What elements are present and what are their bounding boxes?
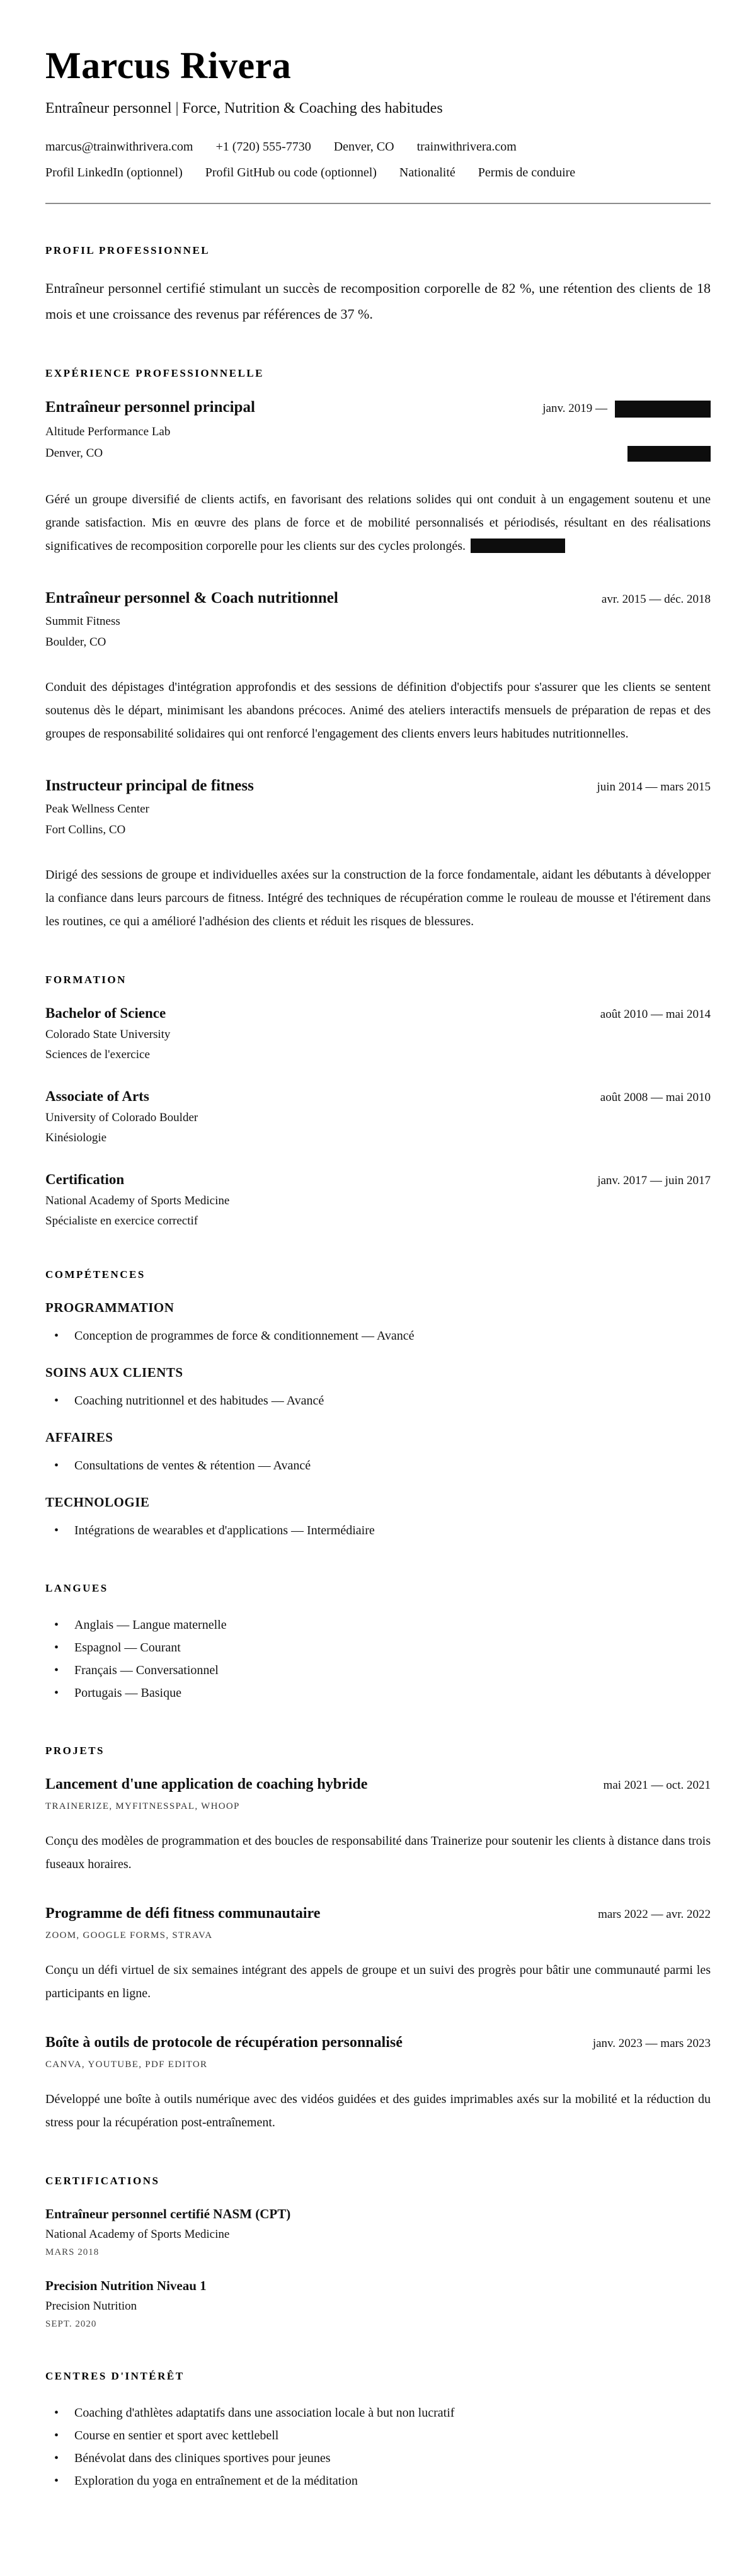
header-divider <box>45 203 711 204</box>
language-list <box>45 1614 711 1704</box>
interest-item: • Bénévolat dans des cliniques sportives pour jeunes <box>45 2447 711 2470</box>
education-header <box>45 1005 711 1022</box>
skill-item: • Coaching nutritionnel et des habitudes — Avancé <box>45 1389 711 1412</box>
github-placeholder: Profil GitHub ou code (optionnel) <box>205 166 377 180</box>
education-entry <box>45 1171 711 1228</box>
job-location-row <box>45 446 711 462</box>
job-description: Dirigé des sessions de groupe et individuelles axées sur la construction de la force fondamentale, aidant les débutants à développer la confiance dans leurs parcours de fitness. Intégré des techniques de récupération comme le rouleau de mousse et l'étirement dans les routines, ce qui a amélioré l'adhésion des clients et réduit les risques de blessures. <box>45 867 711 928</box>
language-item: • Espagnol — Courant <box>45 1636 711 1659</box>
job-company: Summit Fitness <box>45 614 120 628</box>
contact-row <box>45 140 711 154</box>
project-header <box>45 1905 711 1922</box>
education-degree: Bachelor of Science <box>45 1005 166 1021</box>
project-tools: TRAINERIZE, MYFITNESSPAL, WHOOP <box>45 1801 240 1811</box>
education-header <box>45 1088 711 1105</box>
project-entry <box>45 1776 711 1876</box>
project-title: Lancement d'une application de coaching hybride <box>45 1775 368 1792</box>
skill-category-name: SOINS AUX CLIENTS <box>45 1364 183 1380</box>
job-header <box>45 777 711 795</box>
skill-category <box>45 1300 711 1347</box>
skill-list <box>45 1519 711 1542</box>
job-dates <box>597 780 711 794</box>
contact-website: trainwithrivera.com <box>416 140 517 154</box>
project-entry <box>45 1905 711 2005</box>
certification-entry <box>45 2206 711 2258</box>
job-description: Conduit des dépistages d'intégration approfondis et des sessions de définition d'objectifs pour s'assurer que les clients se sentent soutenus dès le départ, minimisant les abandons précoces. Animé des ateliers interactifs mensuels de préparation de repas et des groupes de responsabilité solidaires qui ont renforcé l'engagement des clients envers leurs habitudes nutritionnelles. <box>45 680 711 741</box>
license-placeholder: Permis de conduire <box>478 166 576 180</box>
education-school: National Academy of Sports Medicine <box>45 1194 230 1207</box>
job-title: Entraîneur personnel & Coach nutritionnel <box>45 589 338 607</box>
job-dates <box>542 401 711 418</box>
certification-entry <box>45 2278 711 2330</box>
nationality-placeholder: Nationalité <box>399 166 455 180</box>
job-dates <box>602 593 711 607</box>
education-field: Sciences de l'exercice <box>45 1047 150 1061</box>
job-entry <box>45 590 711 746</box>
section-heading-experience: EXPÉRIENCE PROFESSIONNELLE <box>45 367 264 380</box>
skill-list <box>45 1454 711 1477</box>
education-field: Spécialiste en exercice correctif <box>45 1214 198 1228</box>
certification-org: Precision Nutrition <box>45 2299 137 2313</box>
job-location-row <box>45 635 711 649</box>
job-location: Boulder, CO <box>45 635 106 649</box>
person-name: Marcus Rivera <box>45 45 292 86</box>
project-dates: mars 2022 — avr. 2022 <box>598 1907 711 1921</box>
interest-item: • Coaching d'athlètes adaptatifs dans une association locale à but non lucratif <box>45 2402 711 2424</box>
section-profile <box>45 244 711 327</box>
project-description: Développé une boîte à outils numérique avec des vidéos guidées et des guides imprimables axés sur la mobilité et la réduction du stress pour la récupération post-entraînement. <box>45 2092 711 2129</box>
project-header <box>45 2034 711 2051</box>
section-heading-interests: CENTRES D'INTÉRÊT <box>45 2369 185 2382</box>
section-languages <box>45 1582 711 1704</box>
interest-item: • Course en sentier et sport avec kettlebell <box>45 2424 711 2447</box>
section-skills <box>45 1268 711 1542</box>
project-description: Conçu des modèles de programmation et des boucles de responsabilité dans Trainerize pour soutenir les clients à distance dans trois fuseaux horaires. <box>45 1833 711 1871</box>
education-entry <box>45 1005 711 1062</box>
section-heading-projects: PROJETS <box>45 1744 105 1757</box>
education-dates: août 2010 — mai 2014 <box>600 1007 711 1021</box>
certification-org: National Academy of Sports Medicine <box>45 2227 230 2241</box>
skill-item: • Intégrations de wearables et d'applications — Intermédiaire <box>45 1519 711 1542</box>
job-location-row <box>45 823 711 837</box>
education-dates: janv. 2017 — juin 2017 <box>597 1173 711 1187</box>
job-company: Peak Wellness Center <box>45 802 149 816</box>
education-entry <box>45 1088 711 1145</box>
job-header <box>45 590 711 607</box>
linkedin-placeholder: Profil LinkedIn (optionnel) <box>45 166 183 180</box>
section-projects <box>45 1745 711 2134</box>
project-title: Boîte à outils de protocole de récupération personnalisé <box>45 2034 403 2051</box>
section-heading-certifications: CERTIFICATIONS <box>45 2174 160 2187</box>
project-tools: CANVA, YOUTUBE, PDF EDITOR <box>45 2059 208 2070</box>
section-heading-education: FORMATION <box>45 973 127 986</box>
skill-category <box>45 1365 711 1412</box>
contact-location: Denver, CO <box>333 140 394 154</box>
section-interests <box>45 2370 711 2492</box>
job-description <box>45 488 711 558</box>
profile-summary: Entraîneur personnel certifié stimulant un succès de recomposition corporelle de 82 %, une rétention des clients de 18 mois et une croissance des revenus par références de 37 %. <box>45 280 711 322</box>
job-location: Fort Collins, CO <box>45 823 126 836</box>
job-description-text: Géré un groupe diversifié de clients actifs, en favorisant des relations solides qui ont conduit à un engagement soutenu et une grande satisfaction. Mis en œuvre des plans de force et de mobilité personnalisés et périodisés, résultant en des réalisations significatives de recomposition corporelle pour les clients sur des cycles prolongés. <box>45 492 711 553</box>
education-field: Kinésiologie <box>45 1131 107 1144</box>
language-item: • Anglais — Langue maternelle <box>45 1614 711 1636</box>
contact-phone: +1 (720) 555-7730 <box>215 140 311 154</box>
education-degree: Certification <box>45 1171 125 1187</box>
skill-category-name: TECHNOLOGIE <box>45 1494 150 1510</box>
project-description: Conçu un défi virtuel de six semaines intégrant des appels de groupe et un suivi des progrès pour bâtir une communauté parmi les participants en ligne. <box>45 1963 711 2000</box>
interest-item: • Exploration du yoga en entraînement et de la méditation <box>45 2470 711 2492</box>
language-item: • Français — Conversationnel <box>45 1659 711 1682</box>
section-certifications <box>45 2175 711 2330</box>
project-header <box>45 1776 711 1793</box>
job-dates-text: juin 2014 — mars 2015 <box>597 780 711 794</box>
resume-header <box>45 44 711 204</box>
skill-item: • Conception de programmes de force & conditionnement — Avancé <box>45 1325 711 1347</box>
links-row <box>45 166 711 180</box>
job-entry <box>45 777 711 933</box>
skill-category-name: PROGRAMMATION <box>45 1299 175 1315</box>
section-heading-skills: COMPÉTENCES <box>45 1268 146 1280</box>
education-header <box>45 1171 711 1188</box>
certification-date: MARS 2018 <box>45 2247 100 2257</box>
section-heading-languages: LANGUES <box>45 1582 108 1594</box>
project-dates: janv. 2023 — mars 2023 <box>592 2036 711 2050</box>
skill-list <box>45 1325 711 1347</box>
project-title: Programme de défi fitness communautaire <box>45 1905 321 1922</box>
skill-item: • Consultations de ventes & rétention — Avancé <box>45 1454 711 1477</box>
contact-email: marcus@trainwithrivera.com <box>45 140 193 154</box>
education-dates: août 2008 — mai 2010 <box>600 1090 711 1104</box>
education-school: University of Colorado Boulder <box>45 1110 198 1124</box>
section-heading-profile: PROFIL PROFESSIONNEL <box>45 244 210 256</box>
job-title: Entraîneur personnel principal <box>45 399 255 416</box>
job-dates-text: janv. 2019 — <box>542 402 607 416</box>
person-title: Entraîneur personnel | Force, Nutrition & Coaching des habitudes <box>45 100 443 117</box>
certification-name: Entraîneur personnel certifié NASM (CPT) <box>45 2206 291 2221</box>
education-school: Colorado State University <box>45 1027 171 1041</box>
project-dates: mai 2021 — oct. 2021 <box>603 1778 711 1792</box>
interest-list <box>45 2402 711 2492</box>
skill-category <box>45 1430 711 1477</box>
skill-category-name: AFFAIRES <box>45 1429 113 1445</box>
job-company: Altitude Performance Lab <box>45 425 171 438</box>
section-education <box>45 974 711 1228</box>
skill-category <box>45 1495 711 1542</box>
skill-list <box>45 1389 711 1412</box>
project-tools: ZOOM, GOOGLE FORMS, STRAVA <box>45 1930 213 1941</box>
job-title: Instructeur principal de fitness <box>45 777 254 794</box>
section-experience <box>45 367 711 933</box>
project-entry <box>45 2034 711 2134</box>
certification-date: SEPT. 2020 <box>45 2318 97 2329</box>
certification-name: Precision Nutrition Niveau 1 <box>45 2277 207 2293</box>
redaction-bar <box>627 446 711 462</box>
job-dates-text: avr. 2015 — déc. 2018 <box>601 592 711 606</box>
job-location: Denver, CO <box>45 447 103 460</box>
education-degree: Associate of Arts <box>45 1088 149 1104</box>
redaction-bar <box>615 401 711 418</box>
language-item: • Portugais — Basique <box>45 1682 711 1704</box>
job-entry <box>45 399 711 558</box>
job-header <box>45 399 711 418</box>
redaction-bar <box>471 539 565 553</box>
